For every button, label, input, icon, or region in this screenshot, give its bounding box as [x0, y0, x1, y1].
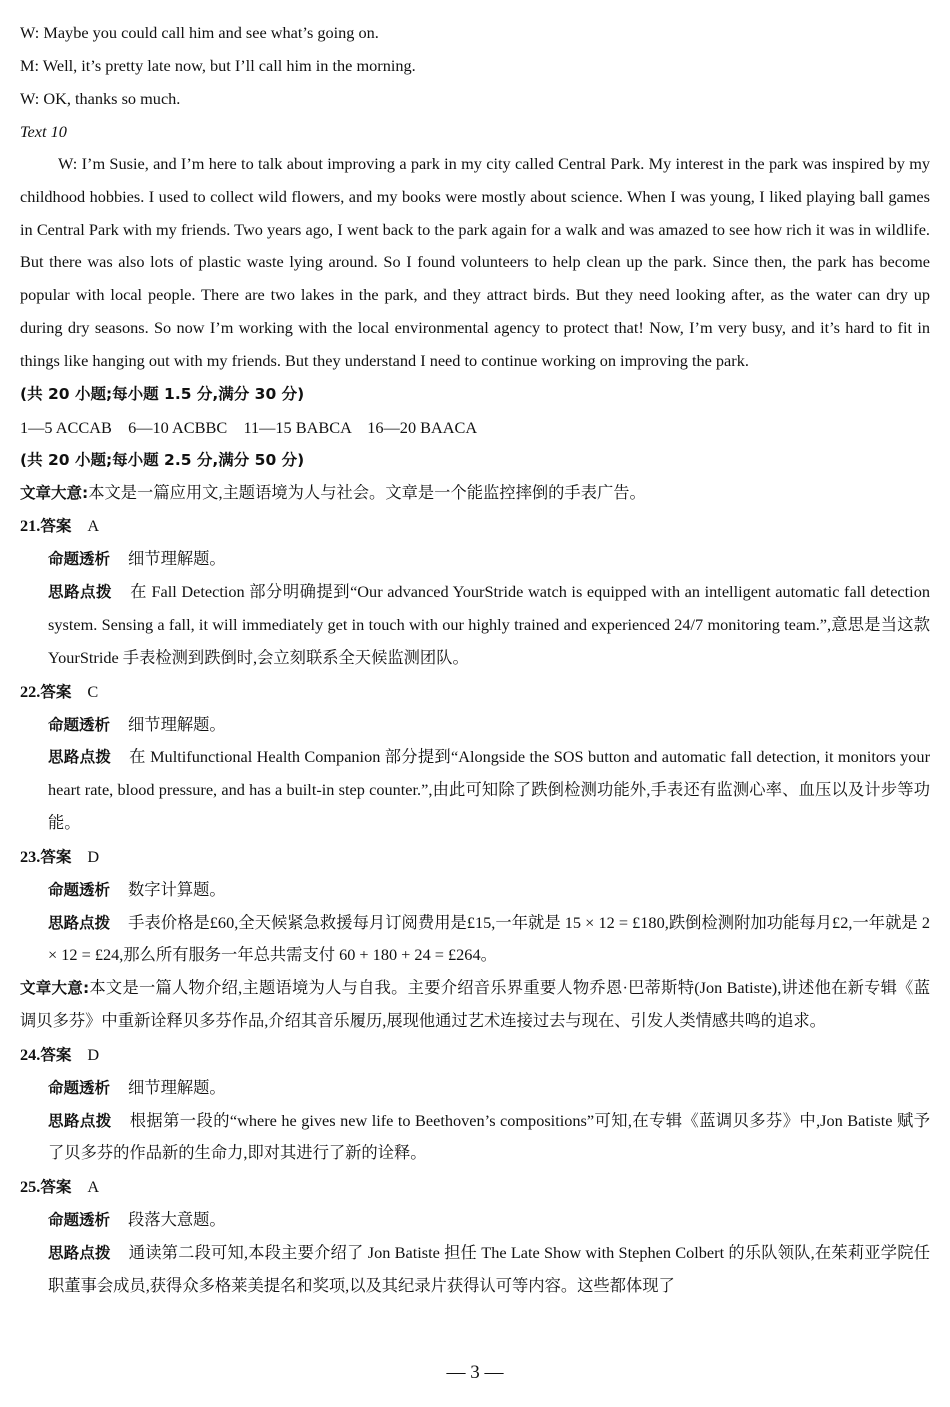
question-23-type: 数字计算题。 [128, 879, 226, 899]
dialogue-line-2: M: Well, it’s pretty late now, but I’ll call him in the morning. [20, 56, 416, 75]
summary-2-text: 本文是一篇人物介绍,主题语境为人与自我。主要介绍音乐界重要人物乔恩·巴蒂斯特(Jon Batiste),讲述他在新专辑《蓝调贝多芬》中重新诠释贝多芬作品,介绍其音乐履历,展现他通过艺术连接过去与现在、引发人类情感共鸣的追求。 [20, 978, 930, 1030]
question-21 [20, 509, 930, 543]
question-22-hint-label: 思路点拨 [48, 748, 112, 767]
question-25-answer-label: 答案 [40, 1178, 72, 1197]
question-25-hint: 通读第二段可知,本段主要介绍了 Jon Batiste 担任 The Late Show with Stephen Colbert 的乐队领队,在茱莉亚学院任职董事会成员,获得众多格莱美提名和奖项,以及其纪录片获得认可等内容。这些都体现了 [48, 1242, 930, 1295]
question-24 [20, 1038, 930, 1072]
question-23-answer: D [87, 846, 100, 866]
question-23 [20, 840, 930, 874]
question-24-hint-row [48, 1105, 930, 1171]
question-22-type-label: 命题透析 [48, 715, 111, 734]
question-21-hint: 在 Fall Detection 部分明确提到“Our advanced YourStride watch is equipped with an intelligent automatic fall detection system. Sensing a fall, it will immediately get in touch with our highly trained and experienced 24/7 monitoring team.”,意思是当这款 YourStride 手表检测到跌倒时,会立刻联系全天候监测团队。 [48, 582, 930, 667]
text10-body: W: I’m Susie, and I’m here to talk about improving a park in my city called Central Park. My interest in the park was inspired by my childhood hobbies. I used to collect wild flowers, and my books were mostly about science. When I was young, I liked playing ball games in Central Park with my friends. Two years ago, I went back to the park again for a walk and was amazed to see how rich it was in wildlife. But there was also lots of plastic waste lying around. So I found volunteers to help clean up the park. Since then, the park has become popular with local people. There are two lakes in the park, and they attract birds. But they need looking after, as the water can dry up during dry seasons. So now I’m working with the local environmental agency to protect that! Now, I’m very busy, and it’s hard to fit in things like hanging out with my friends. But they understand I need to continue working on improving the park. [20, 154, 930, 370]
question-24-type: 细节理解题。 [128, 1077, 226, 1097]
question-22-answer-label: 答案 [40, 682, 72, 701]
question-23-hint-row [48, 907, 930, 973]
summary-1 [20, 477, 930, 510]
question-22-answer: C [87, 681, 99, 701]
question-25-number: 25. [20, 1177, 41, 1197]
question-23-hint-label: 思路点拨 [48, 913, 111, 932]
question-25-hint-row [48, 1237, 930, 1303]
question-21-type-label: 命题透析 [48, 550, 111, 569]
question-23-number: 23. [20, 846, 41, 866]
section1-header: (共 20 小题;每小题 1.5 分,满分 30 分) [20, 384, 305, 403]
question-23-answer-label: 答案 [40, 847, 72, 866]
question-25-answer: A [87, 1177, 100, 1197]
summary-1-label: 文章大意: [20, 483, 89, 502]
question-25-type: 段落大意题。 [128, 1210, 226, 1230]
question-22-hint: 在 Multifunctional Health Companion 部分提到“Alongside the SOS button and automatic fall detection, it monitors your heart rate, blood pressure, and has a built-in step counter.”,由此可知除了跌倒检测功能外,手表还有监测心率、血压以及计步等功能。 [48, 747, 930, 832]
question-23-type-label: 命题透析 [48, 880, 111, 899]
question-24-answer-label: 答案 [40, 1045, 72, 1064]
question-25-hint-label: 思路点拨 [48, 1243, 111, 1262]
dialogue-line-1: W: Maybe you could call him and see what’s going on. [20, 23, 379, 42]
question-23-hint: 手表价格是£60,全天候紧急救援每月订阅费用是£15,一年就是 15 × 12 = £180,跌倒检测附加功能每月£2,一年就是 2 × 12 = £24,那么所有服务一年总共需支付 60 + 180 + 24 = £264。 [48, 912, 930, 965]
question-22-hint-row [48, 741, 930, 839]
question-23-type-row [48, 874, 930, 907]
question-21-hint-row [48, 576, 930, 674]
question-22-type-row [48, 709, 930, 742]
dialogue-line-3: W: OK, thanks so much. [20, 89, 181, 108]
question-22 [20, 675, 930, 709]
question-21-hint-label: 思路点拨 [48, 583, 113, 602]
question-25-type-label: 命题透析 [48, 1211, 111, 1230]
question-21-answer-label: 答案 [40, 517, 72, 536]
question-25-type-row [48, 1204, 930, 1237]
summary-2 [20, 972, 930, 1038]
document-page [20, 16, 930, 1303]
question-21-number: 21. [20, 516, 41, 536]
question-24-number: 24. [20, 1044, 41, 1064]
question-25 [20, 1170, 930, 1204]
text10-label: Text 10 [20, 122, 67, 141]
question-21-type: 细节理解题。 [128, 549, 226, 569]
question-24-hint-label: 思路点拨 [48, 1111, 112, 1130]
question-21-type-row [48, 543, 930, 576]
question-24-hint: 根据第一段的“where he gives new life to Beethoven’s compositions”可知,在专辑《蓝调贝多芬》中,Jon Batiste 赋予了贝多芬的作品新的生命力,即对其进行了新的诠释。 [48, 1110, 930, 1163]
summary-2-label: 文章大意: [20, 979, 90, 998]
question-24-answer: D [87, 1044, 100, 1064]
question-24-type-label: 命题透析 [48, 1078, 111, 1097]
question-24-type-row [48, 1072, 930, 1105]
section2-header: (共 20 小题;每小题 2.5 分,满分 50 分) [20, 450, 305, 469]
question-22-number: 22. [20, 681, 41, 701]
question-22-type: 细节理解题。 [128, 714, 226, 734]
summary-1-text: 本文是一篇应用文,主题语境为人与社会。文章是一个能监控摔倒的手表广告。 [88, 482, 646, 502]
section1-answers: 1—5 ACCAB 6—10 ACBBC 11—15 BABCA 16—20 BAACA [20, 417, 478, 437]
page-number: — 3 — [446, 1362, 504, 1383]
question-21-answer: A [87, 516, 100, 536]
